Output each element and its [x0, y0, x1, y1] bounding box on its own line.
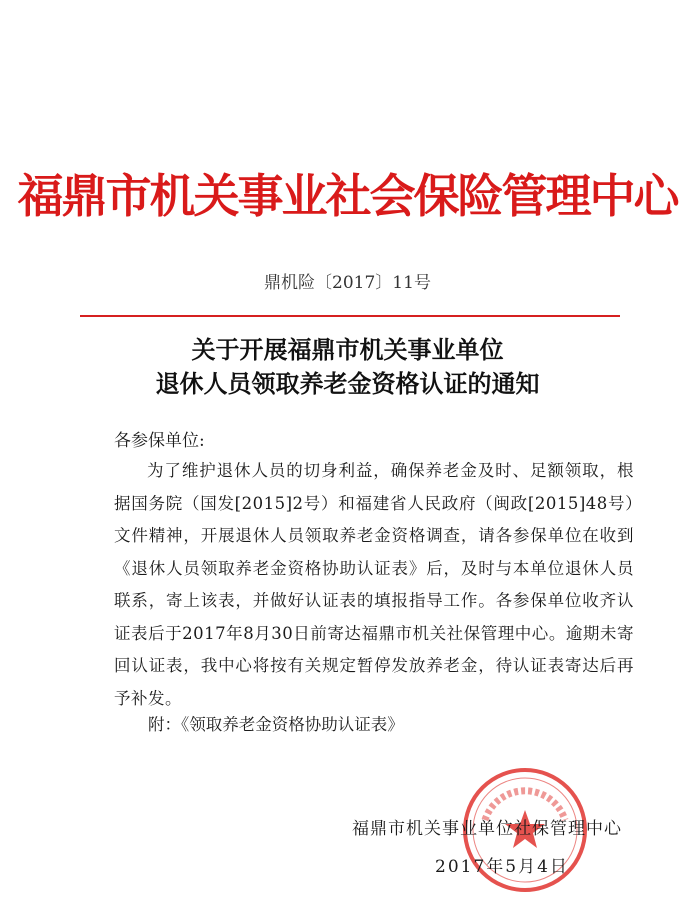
salutation: 各参保单位: — [114, 431, 205, 451]
signature-org: 福鼎市机关事业单位社保管理中心 — [352, 819, 622, 839]
notice-title-line2: 退休人员领取养老金资格认证的通知 — [155, 370, 540, 398]
header-divider — [80, 315, 620, 317]
body-paragraph: 为了维护退休人员的切身利益，确保养老金及时、足额领取，根据国务院（国发[2015]2号）和福建省人民政府（闽政[2015]48号）文件精神，开展退休人员领取养老金资格调查，请各参保单位在收到《退休人员领取养老金资格协助认证表》后，及时与本单位退休人员联系，寄上该表，并做好认证表的填报指导工作。各参保单位收齐认证表后于2017年8月30日前寄达福鼎市机关社保管理中心。逾期未寄回认证表，我中心将按有关规定暂停发放养老金，待认证表寄达后再予补发。 — [114, 461, 634, 708]
notice-title-line1: 关于开展福鼎市机关事业单位 — [191, 336, 504, 364]
signature-date: 2017年5月4日 — [435, 857, 569, 877]
doc-number: 鼎机险〔2017〕11号 — [264, 273, 431, 293]
org-header: 福鼎市机关事业社会保险管理中心 — [17, 169, 678, 223]
attachment-note: 附：《领取养老金资格协助认证表》 — [148, 715, 404, 734]
